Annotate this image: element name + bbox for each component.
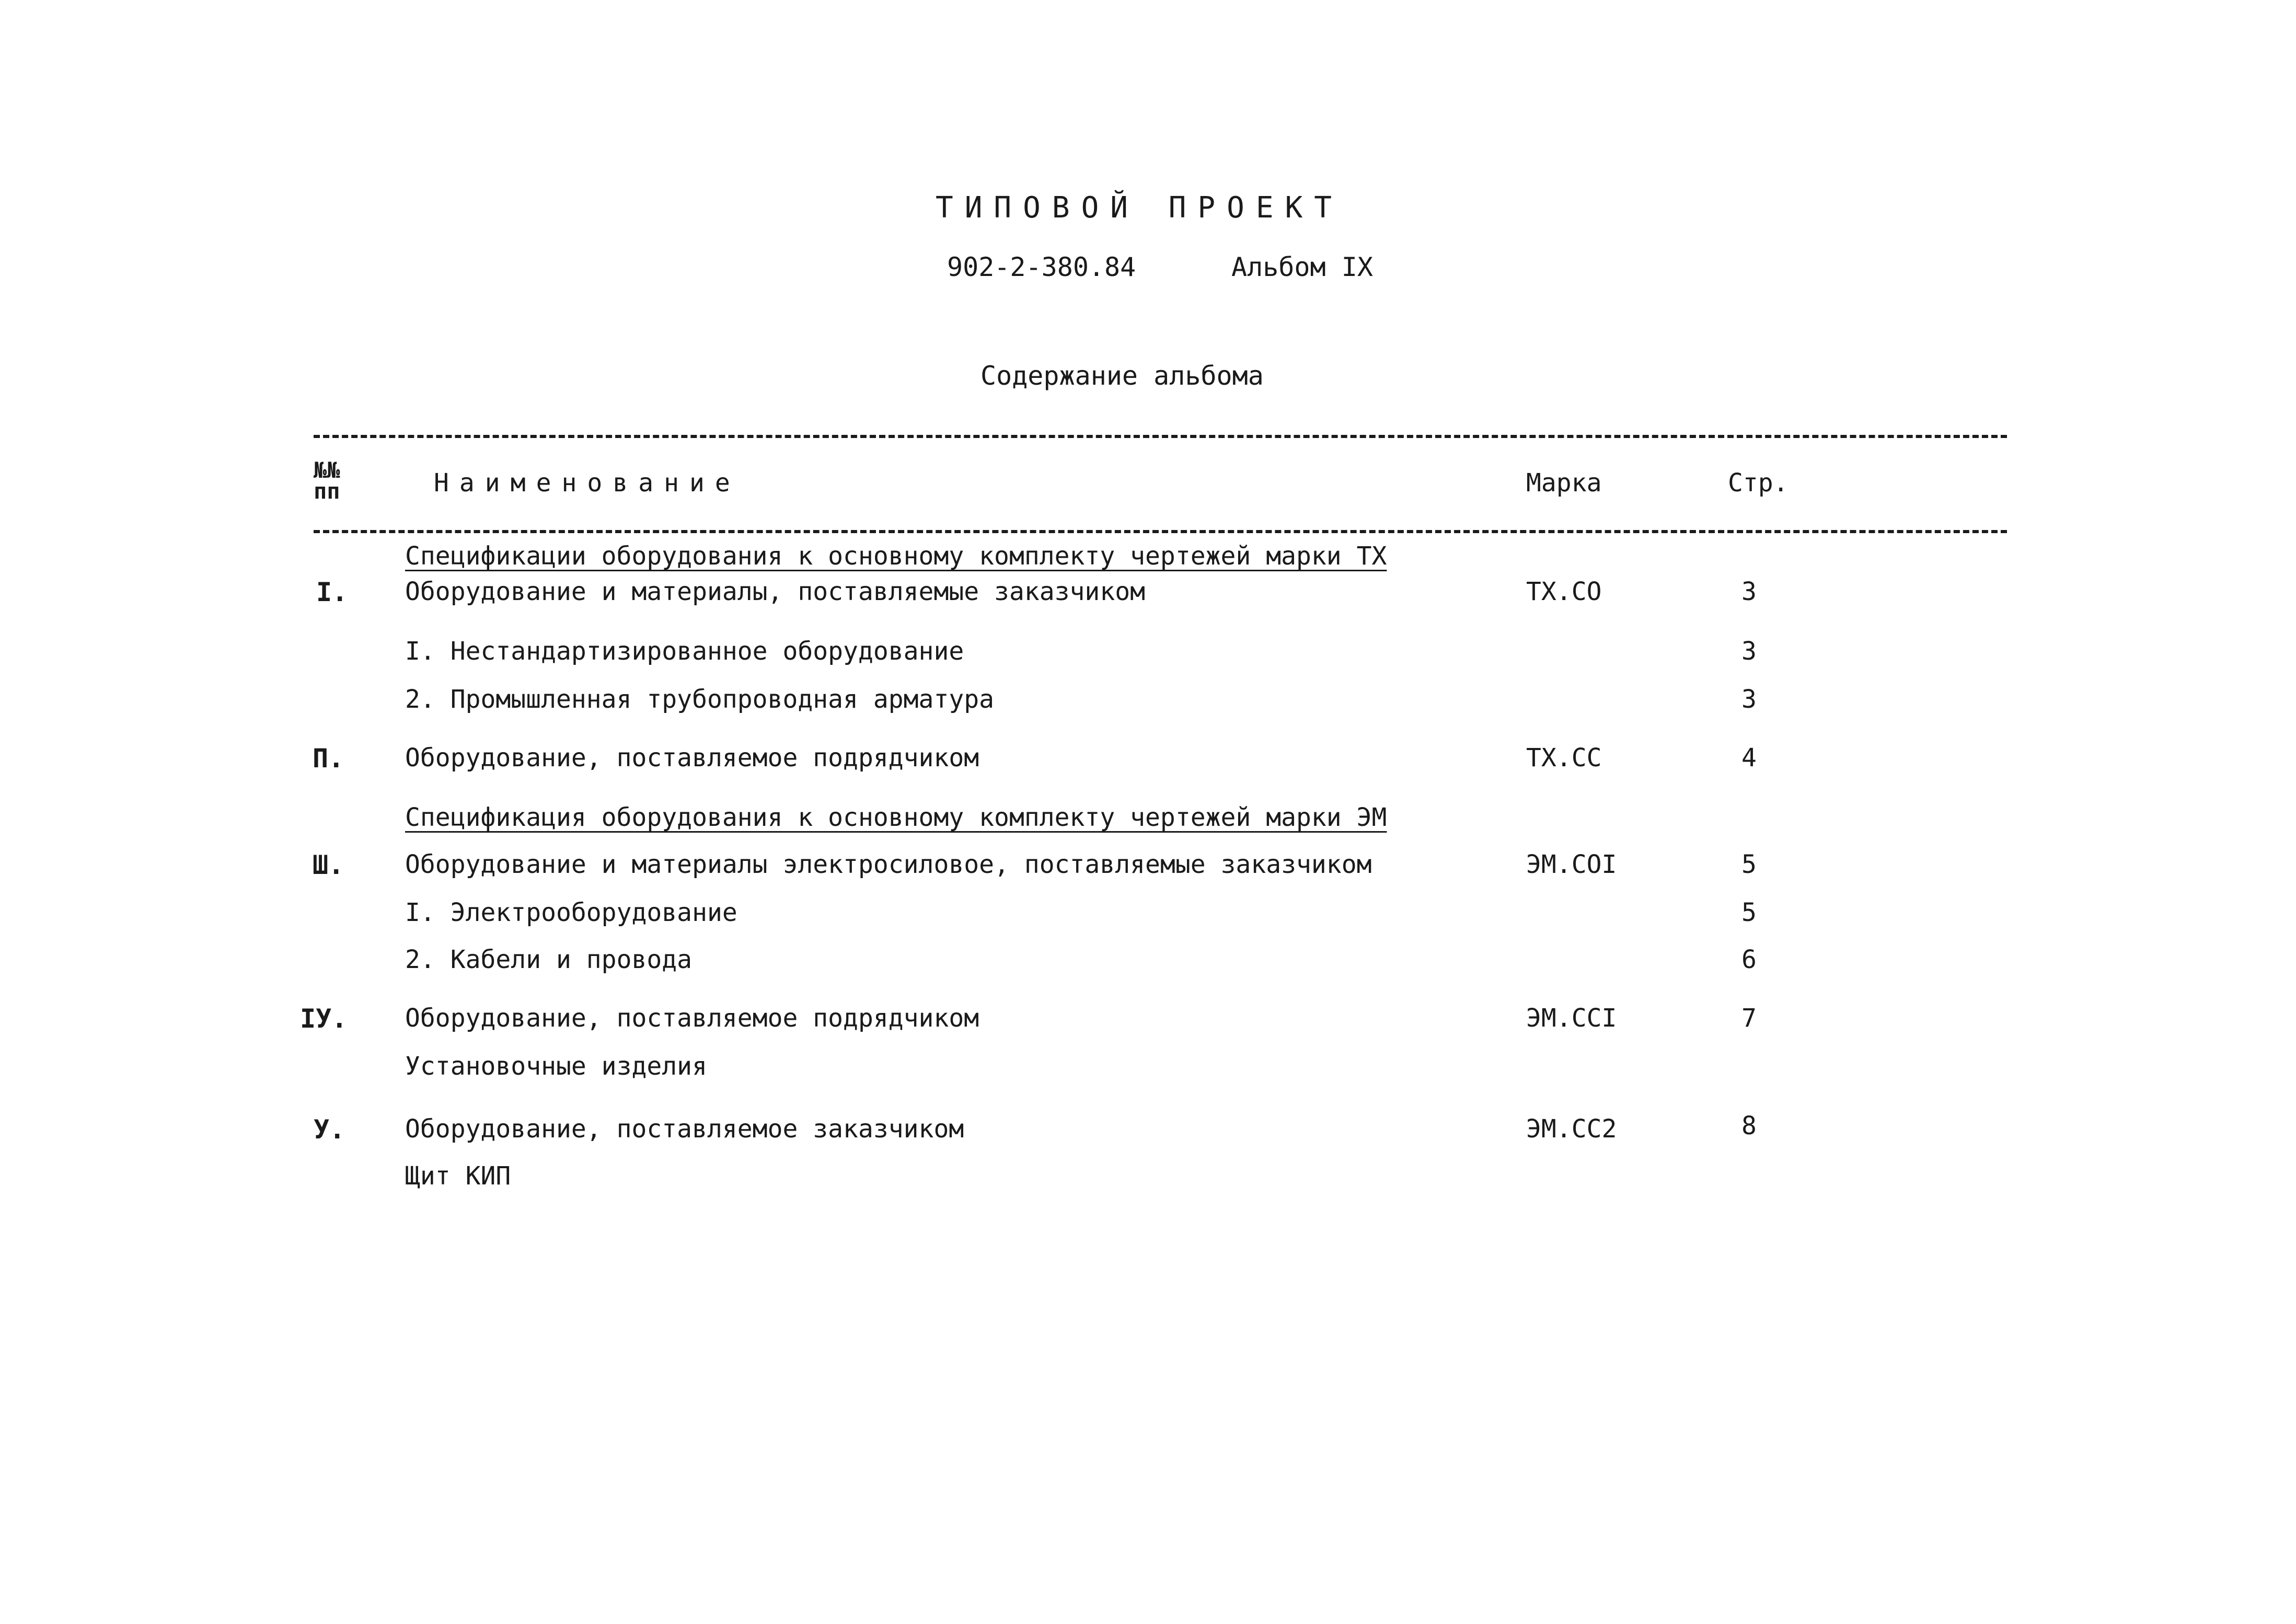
row-mark: ЭМ.ССI	[1526, 1004, 1617, 1033]
column-header-mark: Марка	[1526, 468, 1602, 498]
row-page: 3	[1741, 577, 1757, 606]
row-page: 4	[1741, 743, 1757, 773]
document-title: ТИПОВОЙ ПРОЕКТ	[936, 191, 1344, 225]
row-number: Ш.	[313, 850, 344, 880]
row-name: 2. Промышленная трубопроводная арматура	[405, 685, 995, 714]
row-page: 5	[1741, 898, 1757, 927]
row-page: 7	[1741, 1004, 1757, 1033]
row-mark: ЭМ.СОI	[1526, 850, 1617, 879]
row-page: 5	[1741, 850, 1757, 879]
row-mark: ТХ.СО	[1526, 577, 1602, 606]
row-page: 8	[1741, 1111, 1757, 1141]
row-name: Оборудование и материалы, поставляемые заказчиком	[405, 577, 1146, 606]
table-top-rule	[314, 435, 2007, 438]
album-label: Альбом IX	[1231, 252, 1373, 282]
section-heading-em: Спецификация оборудования к основному комплекту чертежей марки ЭМ	[405, 803, 1387, 832]
row-name: Оборудование, поставляемое подрядчиком	[405, 1004, 979, 1033]
row-page: 6	[1741, 945, 1757, 974]
row-page: 3	[1741, 685, 1757, 714]
row-number: У.	[314, 1114, 345, 1145]
row-page: 3	[1741, 637, 1757, 666]
row-name: 2. Кабели и провода	[405, 945, 693, 974]
row-number: IУ.	[300, 1004, 348, 1034]
row-name: Оборудование, поставляемое подрядчиком	[405, 743, 979, 773]
row-number: П.	[313, 743, 344, 774]
row-name: Оборудование, поставляемое заказчиком	[405, 1114, 964, 1144]
column-header-page: Стр.	[1728, 468, 1789, 498]
table-header-rule	[314, 530, 2007, 533]
section-heading-tx: Спецификации оборудования к основному комплекту чертежей марки ТХ	[405, 542, 1387, 571]
row-mark: ТХ.СС	[1526, 743, 1602, 773]
column-header-number: №№ пп	[314, 457, 340, 504]
column-header-name: Наименование	[434, 468, 741, 498]
row-name: Установочные изделия	[405, 1052, 707, 1081]
contents-heading: Содержание альбома	[980, 361, 1264, 391]
project-number: 902-2-380.84	[947, 252, 1136, 282]
row-name: Оборудование и материалы электросиловое, поставляемые заказчиком	[405, 850, 1372, 879]
row-name: I. Нестандартизированное оборудование	[405, 637, 964, 666]
row-name: I. Электрооборудование	[405, 898, 737, 927]
row-name: Щит КИП	[405, 1161, 511, 1191]
row-number: I.	[316, 577, 348, 607]
row-mark: ЭМ.СС2	[1526, 1114, 1617, 1144]
